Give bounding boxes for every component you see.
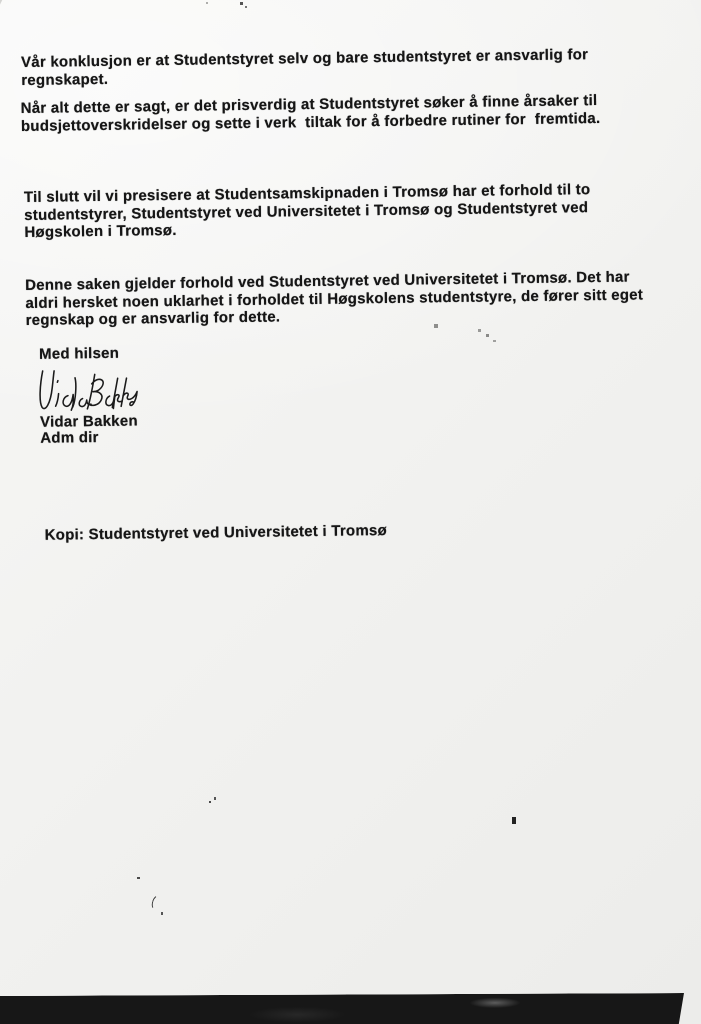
scan-speck [206,2,208,4]
signature-scribble-icon [34,362,139,417]
scan-speck [245,6,247,8]
letter-paragraph-this-case: Denne saken gjelder forhold ved Studentstyret ved Universitetet i Tromsø. Det har aldri hersket noen uklarhet i forholdet til Høgskolens studentstyre, de fører sitt eget regnskap og er ansvarlig for dette. [25,268,644,330]
letter-paragraph-two-boards: Til slutt vil vi presisere at Studentsamskipnaden i Tromsø har et forhold til to studentstyrer, Studentstyret ved Universitetet i Tromsø og Studentstyret ved Høgskolen i Tromsø. [23,181,591,242]
scan-speck [240,2,243,5]
scan-speck [493,340,496,342]
scan-speck [137,877,140,879]
closing-salutation: Med hilsen [38,344,120,363]
signer-title: Adm dir [40,428,99,447]
scan-speck [209,801,211,803]
letter-paragraph-group [23,145,644,365]
scan-speck [512,817,516,824]
scan-speck [486,334,489,337]
scan-speck [434,324,438,328]
scan-speck [478,329,481,332]
copy-recipient-line: Kopi: Studentstyret ved Universitetet i Tromsø [44,521,388,544]
scan-black-bar [0,993,684,1024]
handwritten-signature [34,362,139,417]
scan-speck [161,912,163,915]
letter-paragraph-conclusion: Vår konklusjon er at Studentstyret selv og bare studentstyret er ansvarlig for regnskapet. [20,46,589,89]
letter-paragraph-praise: Når alt dette er sagt, er det prisverdig at Studentstyret søker å finne årsaker til budsjettoverskridelser og sette i verk tiltak for å forbedre rutiner for fremtida. [20,91,601,135]
scan-speck [214,797,216,800]
signer-name: Vidar Bakken [39,412,138,431]
